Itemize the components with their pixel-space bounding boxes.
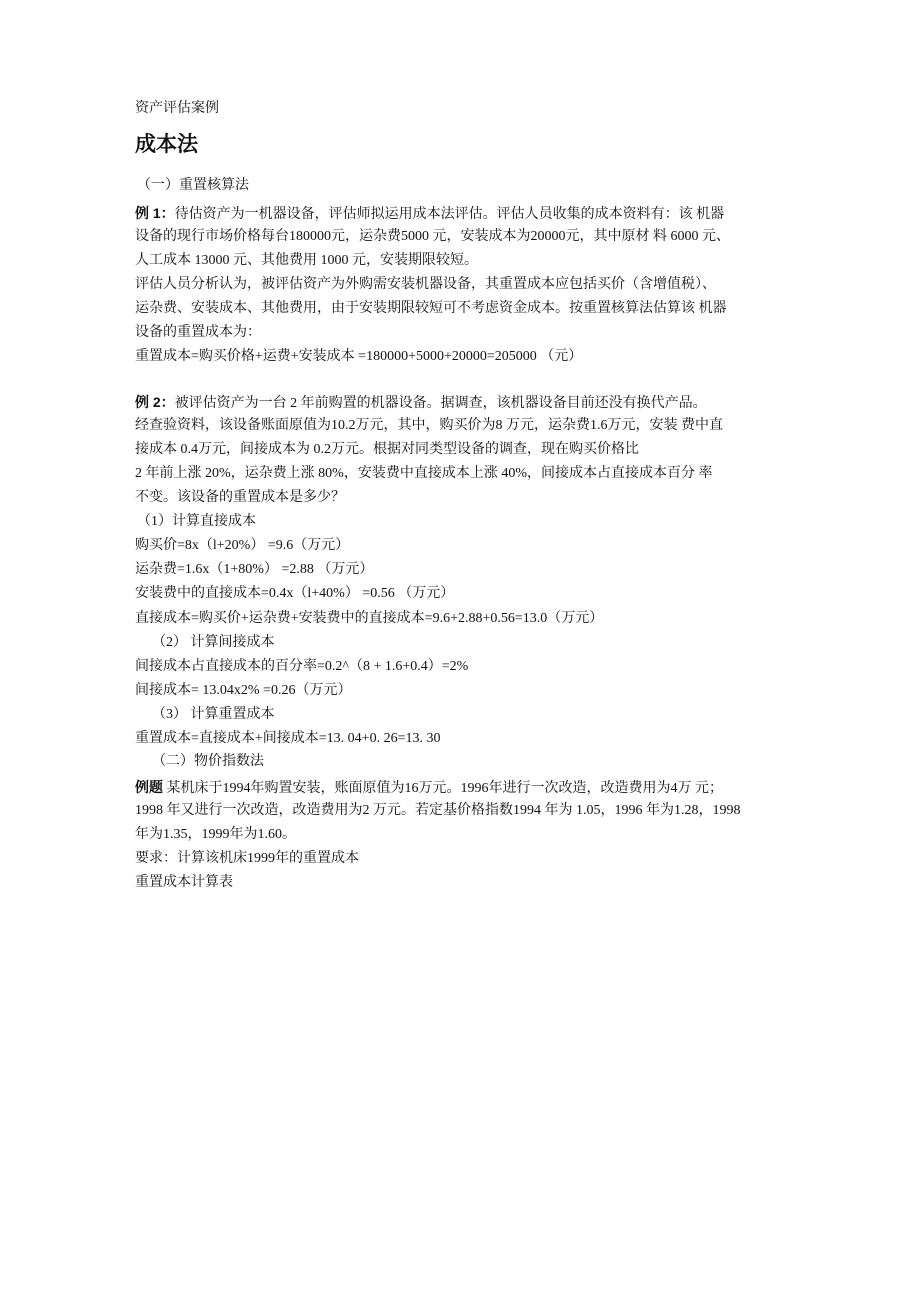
paragraph-line: 评估人员分析认为，被评估资产为外购需安装机器设备，其重置成本应包括买价（含增值税）、 — [135, 277, 716, 292]
formula-line: 直接成本=购买价+运杂费+安装费中的直接成本=9.6+2.88+0.56=13.0（万元） — [135, 611, 604, 626]
section1-title: （一）重置核算法 — [137, 178, 249, 193]
formula-line: 间接成本= 13.04x2% =0.26（万元） — [135, 683, 352, 698]
formula-line: 重置成本=直接成本+间接成本=13. 04+0. 26=13. 30 — [135, 731, 441, 746]
text: 待估资产为一机器设备，评估师拟运用成本法评估。评估人员收集的成本资料有：该 机器 — [174, 207, 725, 222]
requirement-line: 要求：计算该机床1999年的重置成本 — [135, 851, 359, 866]
paragraph-line: 接成本 0.4万元，间接成本为 0.2万元。根据对同类型设备的调查，现在购买价格比 — [135, 442, 639, 457]
paragraph-line: 经查验资料，该设备账面原值为10.2万元，其中，购买价为8 万元，运杂费1.6万元，安装 费中直 — [135, 418, 723, 433]
paragraph-line: 设备的现行市场价格每台180000元，运杂费5000 元，安装成本为20000元，其中原材 料 6000 元、 — [135, 229, 730, 244]
step-title: （3） 计算重置成本 — [152, 707, 275, 722]
example1-line — [135, 203, 724, 225]
section2-title: （二）物价指数法 — [152, 754, 264, 769]
step-title: （1）计算直接成本 — [137, 514, 256, 529]
paragraph-line: 人工成本 13000 元、其他费用 1000 元，安装期限较短。 — [135, 253, 478, 268]
formula-line: 安装费中的直接成本=0.4x（l+40%） =0.56 （万元） — [135, 586, 455, 601]
text: 被评估资产为一台 2 年前购置的机器设备。据调查，该机器设备目前还没有换代产品。 — [174, 396, 707, 411]
paragraph-line: 不变。该设备的重置成本是多少？ — [135, 490, 345, 505]
paragraph-line: 2 年前上涨 20%，运杂费上涨 80%，安装费中直接成本上涨 40%，间接成本占直接成本百分 率 — [135, 466, 713, 481]
formula-line: 间接成本占直接成本的百分率=0.2^（8 + 1.6+0.4）=2% — [135, 659, 469, 674]
formula-line: 重置成本=购买价格+运费+安装成本 =180000+5000+20000=205000 （元） — [135, 349, 583, 364]
paragraph-line: 1998 年又进行一次改造，改造费用为2 万元。若定基价格指数1994 年为 1.05，1996 年为1.28，1998 — [135, 803, 741, 818]
example1-label: 例 1： — [135, 205, 175, 221]
formula-line: 运杂费=1.6x（1+80%） =2.88 （万元） — [135, 562, 374, 577]
example3-label: 例题 — [135, 779, 163, 795]
paragraph-line: 设备的重置成本为： — [135, 325, 261, 340]
formula-line: 购买价=8x（l+20%） =9.6（万元） — [135, 538, 350, 553]
main-heading: 成本法 — [135, 133, 198, 156]
document-title: 资产评估案例 — [135, 101, 219, 116]
paragraph-line: 运杂费、安装成本、其他费用，由于安装期限较短可不考虑资金成本。按重置核算法估算该 机器 — [135, 301, 727, 316]
text: 某机床于1994年购置安装，账面原值为16万元。1996年进行一次改造，改造费用为4万 元； — [163, 781, 723, 796]
example3-line — [135, 777, 723, 799]
example2-line — [135, 392, 707, 414]
step-title: （2） 计算间接成本 — [152, 635, 275, 650]
table-caption: 重置成本计算表 — [135, 875, 233, 890]
example2-label: 例 2： — [135, 394, 175, 410]
paragraph-line: 年为1.35，1999年为1.60。 — [135, 827, 296, 842]
